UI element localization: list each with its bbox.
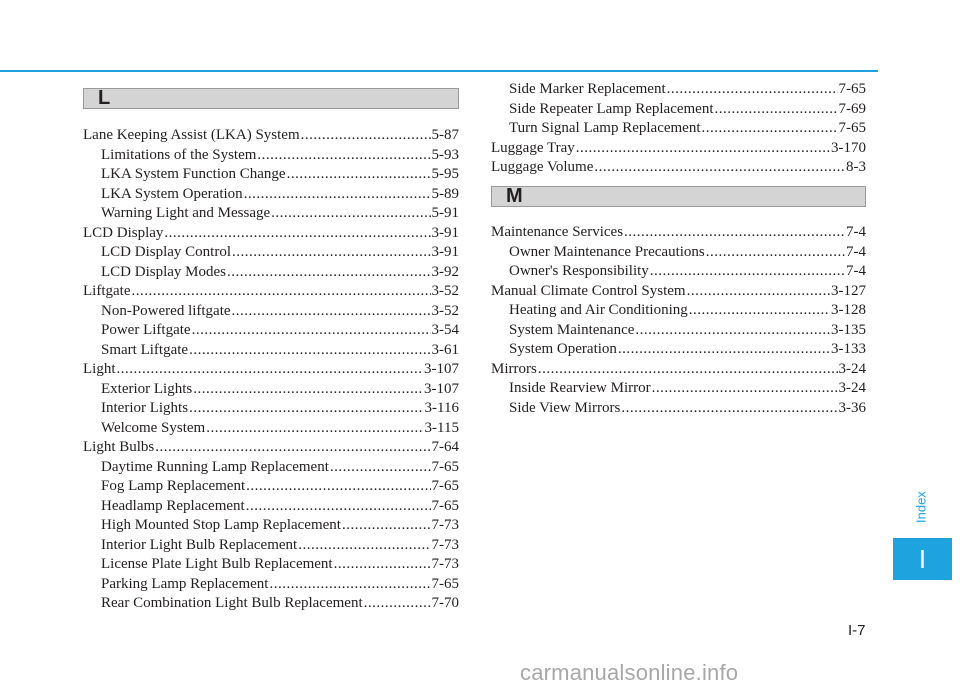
index-entry-label: Light Bulbs <box>83 439 155 455</box>
index-entry-page: 7-4 <box>846 243 866 260</box>
dot-leader <box>246 497 431 516</box>
section-header-m <box>491 186 866 207</box>
dot-leader <box>342 516 431 535</box>
index-entry-label: Luggage Tray <box>491 139 575 156</box>
dot-leader <box>702 119 838 138</box>
index-entry-page: 3-135 <box>831 321 866 338</box>
index-entry[interactable] <box>491 139 866 158</box>
index-entry-label: License Plate Light Bulb Replacement <box>101 556 333 572</box>
dot-leader <box>155 438 430 457</box>
dot-leader <box>117 360 424 379</box>
index-entry-page: 7-4 <box>846 224 866 240</box>
index-entry-page: 7-4 <box>846 263 866 279</box>
index-entry-label: Maintenance Services <box>491 224 624 240</box>
index-entry[interactable] <box>83 126 459 145</box>
index-entry[interactable] <box>491 360 866 379</box>
index-entry-page: 7-65 <box>838 81 866 97</box>
index-entry-page: 7-65 <box>431 497 459 514</box>
index-entry[interactable] <box>83 438 459 457</box>
dot-leader <box>364 594 431 613</box>
index-entry-page: 3-116 <box>424 400 459 416</box>
index-entry-label: Smart Liftgate <box>101 341 189 358</box>
dot-leader <box>269 575 430 594</box>
index-entry-page: 3-128 <box>831 302 866 318</box>
index-entry-page: 7-65 <box>431 478 459 494</box>
index-entry-label: LCD Display Modes <box>101 263 226 280</box>
index-entry-label: Side Repeater Lamp Replacement <box>509 100 714 117</box>
index-entry-page: 7-73 <box>431 536 459 553</box>
index-entry-page: 3-133 <box>831 341 866 357</box>
dot-leader <box>621 399 837 418</box>
index-entry[interactable] <box>101 165 459 184</box>
index-entry[interactable] <box>101 185 459 204</box>
index-entry[interactable] <box>101 341 459 360</box>
dot-leader <box>206 419 423 438</box>
index-entry-label: Heating and Air Conditioning <box>509 302 688 318</box>
index-entry-page: 3-127 <box>831 282 866 299</box>
index-entry-label: Interior Light Bulb Replacement <box>101 536 298 553</box>
index-entry-page: 7-65 <box>838 120 866 136</box>
index-entry-page: 5-91 <box>431 205 459 221</box>
index-entry-label: Lane Keeping Assist (LKA) System <box>83 127 300 143</box>
index-entry-page: 3-36 <box>838 399 866 416</box>
section-letter: L <box>98 87 111 109</box>
index-entry[interactable] <box>83 282 459 301</box>
index-entry-label: Parking Lamp Replacement <box>101 575 269 592</box>
index-entry-label: Interior Lights <box>101 400 189 416</box>
index-entry-label: Fog Lamp Replacement <box>101 478 246 494</box>
dot-leader <box>227 263 431 282</box>
index-entry[interactable] <box>101 263 459 282</box>
index-entry[interactable] <box>101 399 459 418</box>
dot-leader <box>715 100 838 119</box>
index-entry-label: System Maintenance <box>509 321 635 338</box>
index-entry-label: Warning Light and Message <box>101 205 271 221</box>
dot-leader <box>576 139 830 158</box>
dot-leader <box>257 146 430 165</box>
index-entry-page: 7-73 <box>431 517 459 533</box>
dot-leader <box>538 360 838 379</box>
index-entry[interactable] <box>101 204 459 223</box>
index-entry-label: Liftgate <box>83 283 131 299</box>
index-entry-label: Mirrors <box>491 360 537 377</box>
index-side-label: Index <box>913 491 929 523</box>
dot-leader <box>189 399 423 418</box>
index-entry-page: 3-91 <box>431 224 459 241</box>
dot-leader <box>330 458 431 477</box>
index-entry[interactable] <box>83 224 459 243</box>
dot-leader <box>635 321 830 340</box>
dot-leader <box>244 185 431 204</box>
page-number: I-7 <box>848 622 866 639</box>
section-letter: M <box>506 185 523 207</box>
index-entry[interactable] <box>101 555 459 574</box>
dot-leader <box>131 282 430 301</box>
index-entry[interactable] <box>509 301 866 320</box>
index-entry[interactable] <box>101 146 459 165</box>
index-entry-label: Daytime Running Lamp Replacement <box>101 458 329 475</box>
index-entry-page: 3-170 <box>831 139 866 156</box>
index-entry-page: 3-52 <box>431 302 459 319</box>
dot-leader <box>246 477 430 496</box>
index-entry-label: LCD Display <box>83 224 164 241</box>
index-entry[interactable] <box>491 282 866 301</box>
dot-leader <box>189 341 430 360</box>
index-entry-page: 3-61 <box>431 341 459 358</box>
dot-leader <box>164 224 430 243</box>
index-entry-page: 8-3 <box>846 159 866 175</box>
dot-leader <box>232 243 431 262</box>
index-entry[interactable] <box>509 100 866 119</box>
index-entry[interactable] <box>101 419 459 438</box>
index-entry[interactable] <box>83 360 459 379</box>
index-entry[interactable] <box>509 340 866 359</box>
dot-leader <box>618 340 830 359</box>
index-entry[interactable] <box>101 302 459 321</box>
index-entry-page: 5-93 <box>431 146 459 163</box>
index-entry-page: 3-54 <box>431 322 459 338</box>
dot-leader <box>594 158 845 177</box>
dot-leader <box>334 555 431 574</box>
index-entry-page: 7-73 <box>431 556 459 572</box>
index-entry-label: Limitations of the System <box>101 146 257 163</box>
index-entry[interactable] <box>509 321 866 340</box>
dot-leader <box>689 301 830 320</box>
index-entry-label: Welcome System <box>101 419 206 436</box>
index-entry-label: Exterior Lights <box>101 380 193 397</box>
index-entry-page: 3-107 <box>424 380 459 397</box>
index-entry-label: High Mounted Stop Lamp Replacement <box>101 517 341 533</box>
index-entry-page: 7-64 <box>431 439 459 455</box>
dot-leader <box>192 321 431 340</box>
dot-leader <box>298 536 430 555</box>
index-entry[interactable] <box>509 262 866 281</box>
index-entry[interactable] <box>101 477 459 496</box>
index-entry-label: Headlamp Replacement <box>101 497 245 514</box>
index-entry-page: 3-24 <box>838 360 866 377</box>
chapter-tab[interactable] <box>893 538 952 580</box>
index-entry-page: 7-69 <box>838 100 866 117</box>
index-entry[interactable] <box>101 380 459 399</box>
index-entry[interactable] <box>509 243 866 262</box>
dot-leader <box>687 282 830 301</box>
watermark: carmanualsonline.info <box>520 660 739 685</box>
index-entry-page: 7-70 <box>431 595 459 611</box>
index-entry-label: Turn Signal Lamp Replacement <box>509 120 701 136</box>
index-entry-label: LKA System Operation <box>101 185 243 202</box>
dot-leader <box>193 380 423 399</box>
index-entry-page: 3-92 <box>431 263 459 280</box>
index-entry-page: 3-107 <box>424 361 459 377</box>
index-entry[interactable] <box>509 119 866 138</box>
index-entry-label: Side Marker Replacement <box>509 81 666 97</box>
dot-leader <box>301 126 431 145</box>
index-entry-label: Power Liftgate <box>101 322 191 338</box>
index-entry[interactable] <box>101 594 459 613</box>
index-entry-label: Owner Maintenance Precautions <box>509 243 705 260</box>
index-entry-page: 5-87 <box>431 127 459 143</box>
chapter-tab-letter: I <box>918 543 927 574</box>
index-entry-page: 7-65 <box>431 575 459 592</box>
index-entry-label: System Operation <box>509 341 617 357</box>
header-rule <box>0 70 878 72</box>
dot-leader <box>706 243 845 262</box>
index-entry-page: 3-52 <box>431 283 459 299</box>
dot-leader <box>667 80 838 99</box>
index-entry[interactable] <box>101 536 459 555</box>
index-entry[interactable] <box>509 80 866 99</box>
index-entry[interactable] <box>509 379 866 398</box>
index-entry[interactable] <box>101 497 459 516</box>
index-entry-page: 7-65 <box>431 458 459 475</box>
dot-leader <box>624 223 845 242</box>
index-entry-label: Light <box>83 361 116 377</box>
dot-leader <box>287 165 431 184</box>
section-header-l <box>83 88 459 109</box>
dot-leader <box>650 262 845 281</box>
index-entry[interactable] <box>509 399 866 418</box>
index-entry-page: 5-89 <box>431 185 459 202</box>
index-entry-page: 5-95 <box>431 166 459 182</box>
index-entry-label: Manual Climate Control System <box>491 282 686 299</box>
index-entry-label: Luggage Volume <box>491 159 594 175</box>
index-entry-page: 3-24 <box>838 380 866 396</box>
index-entry-page: 3-115 <box>424 419 459 436</box>
index-entry-page: 3-91 <box>431 244 459 260</box>
index-entry-label: Inside Rearview Mirror <box>509 380 651 396</box>
dot-leader <box>232 302 431 321</box>
dot-leader <box>652 379 838 398</box>
index-entry-label: LCD Display Control <box>101 244 231 260</box>
index-entry-label: Owner's Responsibility <box>509 263 649 279</box>
index-entry-label: Non-Powered liftgate <box>101 302 231 319</box>
index-entry[interactable] <box>491 158 866 177</box>
index-entry[interactable] <box>101 321 459 340</box>
index-entry[interactable] <box>101 575 459 594</box>
index-entry-label: LKA System Function Change <box>101 166 286 182</box>
index-entry-label: Side View Mirrors <box>509 399 621 416</box>
index-entry[interactable] <box>101 458 459 477</box>
dot-leader <box>271 204 430 223</box>
index-entry[interactable] <box>491 223 866 242</box>
index-entry-label: Rear Combination Light Bulb Replacement <box>101 595 363 611</box>
index-entry[interactable] <box>101 243 459 262</box>
index-entry[interactable] <box>101 516 459 535</box>
